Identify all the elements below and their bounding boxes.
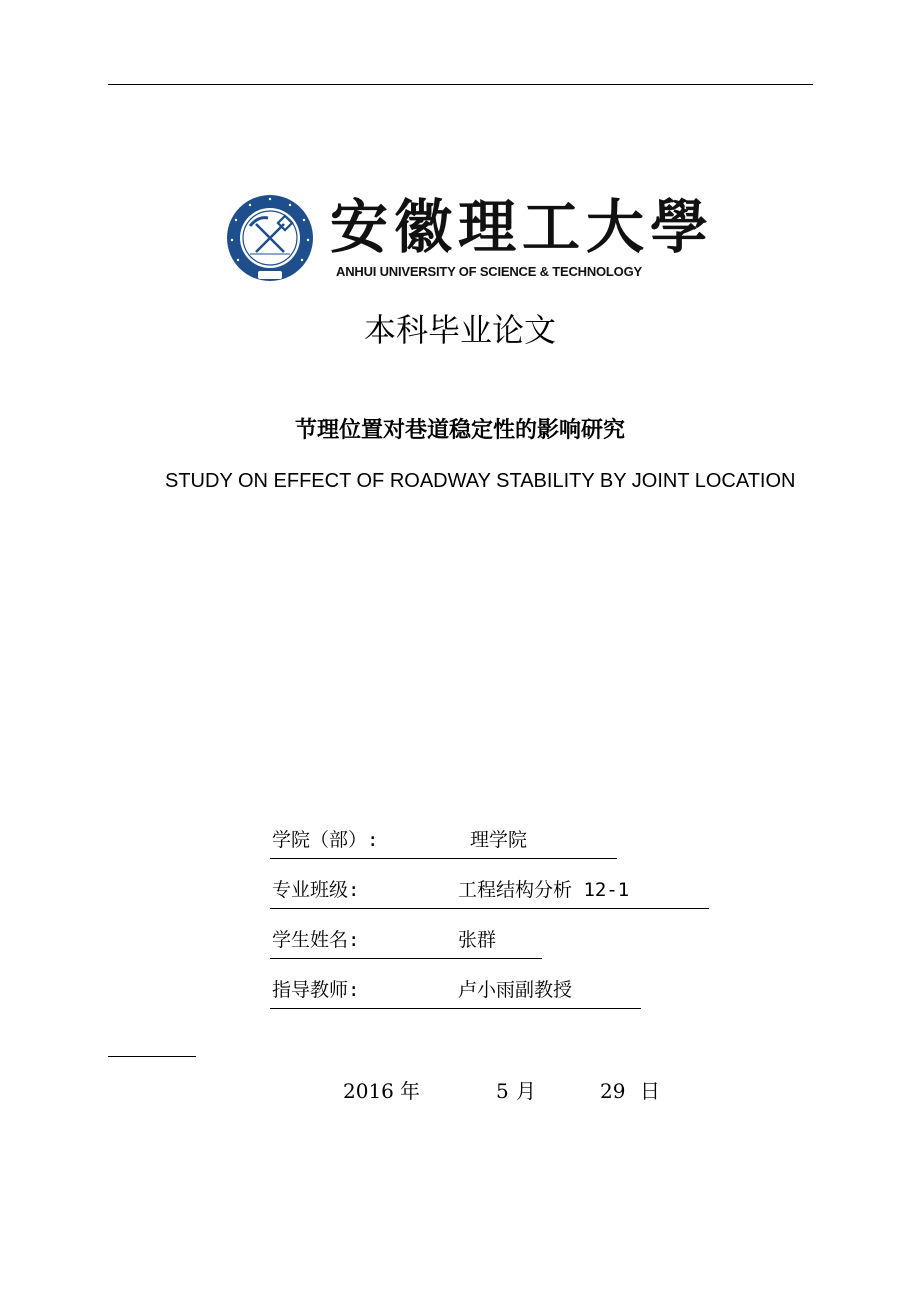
- date-month-unit: 月: [516, 1079, 536, 1103]
- student-value: 张群: [458, 929, 497, 951]
- class-label: 专业班级:: [272, 879, 360, 901]
- date-day-unit: 日: [640, 1079, 660, 1103]
- info-row-advisor: [270, 974, 641, 1009]
- university-name-cn: 安徽理工大學: [330, 193, 715, 261]
- thesis-title-en: STUDY ON EFFECT OF ROADWAY STABILITY BY JOINT LOCATION: [165, 470, 796, 492]
- advisor-label: 指导教师:: [272, 979, 360, 1001]
- date-year-unit: 年: [400, 1079, 420, 1103]
- info-row-college: [270, 824, 617, 859]
- class-value: 工程结构分析 12-1: [458, 879, 630, 901]
- university-seal-icon: [226, 194, 314, 282]
- thesis-title-cn: 节理位置对巷道稳定性的影响研究: [294, 418, 625, 443]
- college-label: 学院（部）:: [272, 829, 379, 851]
- university-logo: [226, 190, 715, 286]
- document-type: 本科毕业论文: [363, 311, 556, 349]
- date-day: 29: [600, 1079, 626, 1103]
- footnote-rule: [108, 1056, 196, 1057]
- info-row-class: [270, 874, 709, 909]
- info-row-student: [270, 924, 542, 959]
- header-rule: [108, 84, 813, 85]
- college-value: 理学院: [470, 829, 528, 851]
- date-year: 2016: [343, 1079, 394, 1103]
- advisor-value: 卢小雨副教授: [458, 979, 573, 1001]
- university-name-en: ANHUI UNIVERSITY OF SCIENCE & TECHNOLOGY: [336, 264, 642, 279]
- date-month: 5: [496, 1079, 509, 1103]
- student-label: 学生姓名:: [272, 929, 360, 951]
